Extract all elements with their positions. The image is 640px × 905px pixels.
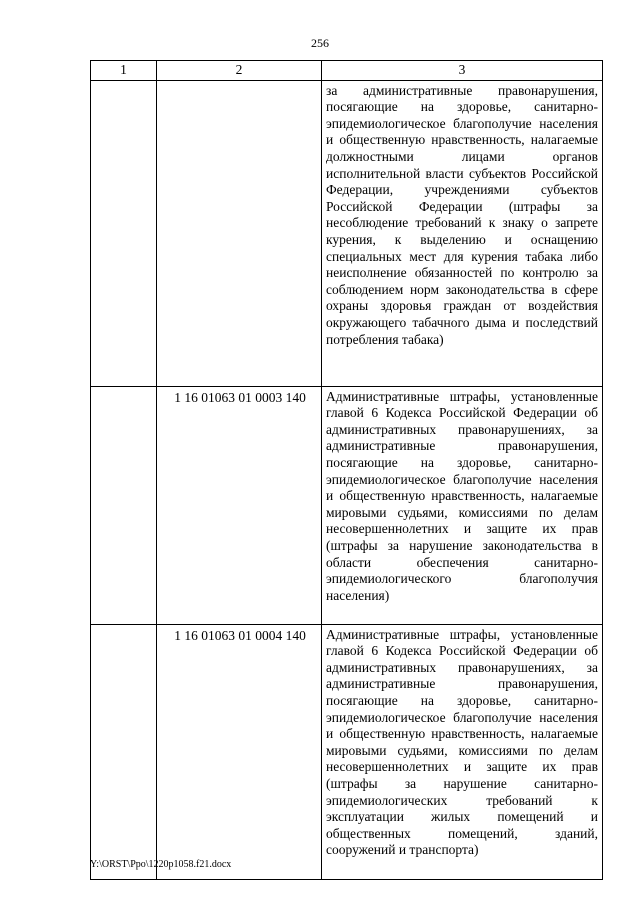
column-header-3: 3 <box>322 61 603 81</box>
budget-code-cell <box>157 80 322 386</box>
description-cell: Административные штрафы, установленные главой 6 Кодекса Российской Федерации об административных правонарушениях, за административные правонарушения, посягающие на здоровье, санитарно-эпидемиологическое благополучие населения и общественную нравственность, налагаемые мировыми судьями, комиссиями по делам несовершеннолетних и защите их прав (штрафы за нарушение законодательства в области обеспечения санитарно-эпидемиологического благополучия населения) <box>322 386 603 624</box>
column-header-1: 1 <box>91 61 157 81</box>
table-row <box>91 80 603 386</box>
description-cell: за административные правонарушения, посягающие на здоровье, санитарно-эпидемиологическое благополучие населения и общественную нравственность, налагаемые должностными лицами органов исполнительной власти субъектов Российской Федерации, учреждениями субъектов Российской Федерации (штрафы за несоблюдение требований к знаку о запрете курения, к выделению и оснащению специальных мест для курения табака либо неисполнение обязанностей по контролю за соблюдением норм законодательства в сфере охраны здоровья граждан от воздействия окружающего табачного дыма и последствий потребления табака) <box>322 80 603 386</box>
admin-code-cell <box>91 624 157 879</box>
admin-code-cell <box>91 386 157 624</box>
table-header-row <box>91 61 603 81</box>
table-row <box>91 624 603 879</box>
admin-code-cell <box>91 80 157 386</box>
budget-code-cell: 1 16 01063 01 0004 140 <box>157 624 322 879</box>
budget-code-cell: 1 16 01063 01 0003 140 <box>157 386 322 624</box>
file-path-footer: Y:\ORST\Ppo\1220p1058.f21.docx <box>90 859 232 870</box>
column-header-2: 2 <box>157 61 322 81</box>
description-cell: Административные штрафы, установленные главой 6 Кодекса Российской Федерации об административных правонарушениях, за административные правонарушения, посягающие на здоровье, санитарно-эпидемиологическое благополучие населения и общественную нравственность, налагаемые мировыми судьями, комиссиями по делам несовершеннолетних и защите их прав (штрафы за нарушение санитарно-эпидемиологических требований к эксплуатации жилых помещений и общественных помещений, зданий, сооружений и транспорта) <box>322 624 603 879</box>
budget-codes-table <box>90 60 603 880</box>
page-number: 256 <box>311 36 329 50</box>
table-row <box>91 386 603 624</box>
